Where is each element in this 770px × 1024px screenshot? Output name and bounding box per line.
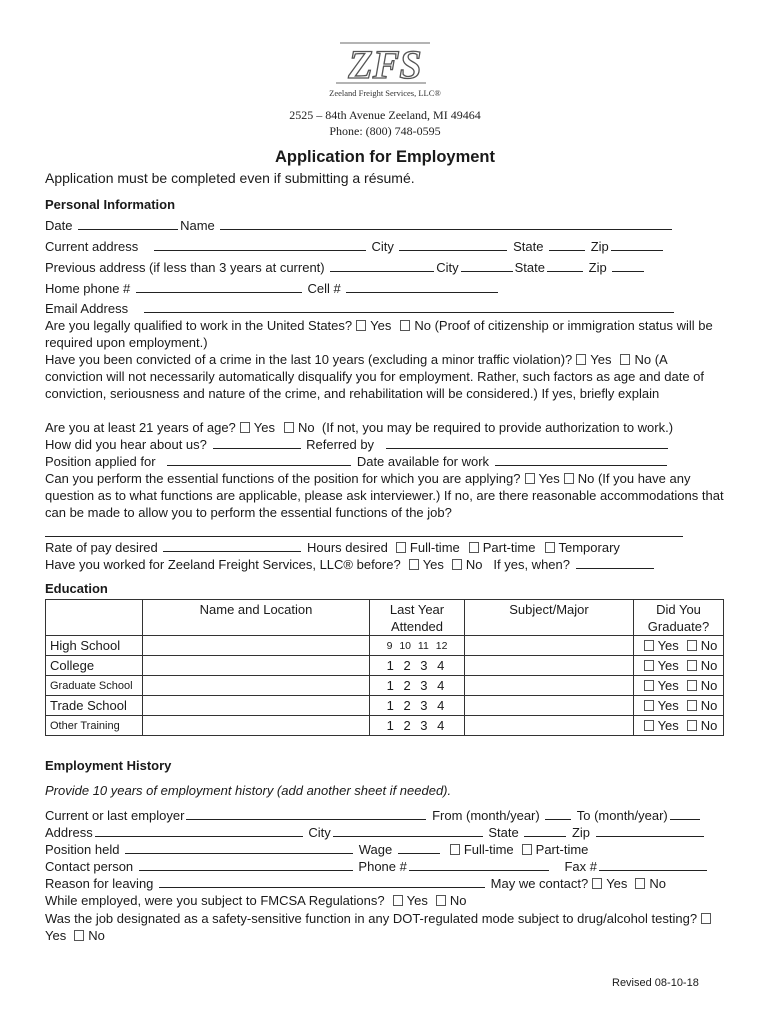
- education-table: [45, 599, 724, 736]
- graduate-cell: Yes No: [634, 716, 724, 736]
- zfs-logo-icon: [300, 38, 470, 88]
- table-row: [46, 676, 724, 696]
- contact-field[interactable]: [139, 858, 353, 871]
- worked-when-field[interactable]: [576, 556, 654, 569]
- age-no-checkbox[interactable]: [284, 422, 294, 433]
- graduate-yes-checkbox[interactable]: [644, 700, 654, 711]
- age-yes-checkbox[interactable]: [240, 422, 250, 433]
- contact-yes-checkbox[interactable]: [592, 878, 602, 889]
- table-row: [46, 716, 724, 736]
- employer-phone-field[interactable]: [409, 858, 549, 871]
- employer-city-field[interactable]: [333, 824, 483, 837]
- graduate-no-checkbox[interactable]: [687, 680, 697, 691]
- position-held-field[interactable]: [125, 841, 353, 854]
- graduate-cell: Yes No: [634, 656, 724, 676]
- graduate-no-checkbox[interactable]: [687, 640, 697, 651]
- name-location-cell[interactable]: [143, 636, 370, 656]
- date-available-field[interactable]: [495, 453, 667, 466]
- crime-yes-checkbox[interactable]: [576, 354, 586, 365]
- rate-field[interactable]: [163, 539, 301, 552]
- employment-note: Provide 10 years of employment history (add another sheet if needed).: [45, 783, 452, 798]
- position-field[interactable]: [167, 453, 351, 466]
- company-name: Zeeland Freight Services, LLC®: [329, 88, 441, 98]
- full-time-checkbox[interactable]: [396, 542, 406, 553]
- contact-row: Contact person Phone # Fax #: [45, 858, 725, 875]
- employer-address-field[interactable]: [95, 824, 303, 837]
- crime-no-checkbox[interactable]: [620, 354, 630, 365]
- company-phone: Phone: (800) 748-0595: [329, 124, 441, 138]
- employer-row: Current or last employer From (month/year) To (month/year): [45, 807, 725, 824]
- column-header: Did You Graduate?: [634, 600, 724, 636]
- home-phone-field[interactable]: [136, 280, 302, 293]
- graduate-cell: Yes No: [634, 696, 724, 716]
- subject-cell[interactable]: [465, 716, 634, 736]
- subject-cell[interactable]: [465, 676, 634, 696]
- hear-field[interactable]: [213, 436, 301, 449]
- emp-part-time-checkbox[interactable]: [522, 844, 532, 855]
- reason-field[interactable]: [159, 875, 485, 888]
- fmcsa-no-checkbox[interactable]: [436, 895, 446, 906]
- graduate-cell: Yes No: [634, 676, 724, 696]
- company-logo: [300, 38, 470, 98]
- name-location-cell[interactable]: [143, 676, 370, 696]
- column-header: [46, 600, 143, 636]
- fmcsa-yes-checkbox[interactable]: [393, 895, 403, 906]
- employment-heading: Employment History: [45, 758, 172, 773]
- table-row: [46, 636, 724, 656]
- worked-yes-checkbox[interactable]: [409, 559, 419, 570]
- previous-zip-field[interactable]: [612, 259, 644, 272]
- fmcsa-row: While employed, were you subject to FMCSA Regulations? Yes No: [45, 893, 467, 908]
- page-title: Application for Employment: [274, 148, 495, 166]
- school-label: Other Training: [46, 716, 143, 736]
- column-header: Last Year Attended: [370, 600, 465, 636]
- email-row: Email Address: [45, 300, 725, 317]
- current-state-field[interactable]: [549, 238, 585, 251]
- reason-row: Reason for leaving May we contact? Yes No: [45, 876, 667, 891]
- subject-cell[interactable]: [465, 636, 634, 656]
- subject-cell[interactable]: [465, 656, 634, 676]
- education-heading: Education: [45, 581, 108, 596]
- date-name-row: Date Name: [45, 217, 725, 234]
- emp-full-time-checkbox[interactable]: [450, 844, 460, 855]
- age-question: Are you at least 21 years of age? Yes No (If not, you may be required to provide authorization to work.): [45, 420, 674, 435]
- previous-address-field[interactable]: [330, 259, 434, 272]
- years-cell[interactable]: 9 10 11 12: [370, 636, 465, 656]
- graduate-no-checkbox[interactable]: [687, 660, 697, 671]
- column-header: Subject/Major: [465, 600, 634, 636]
- years-cell[interactable]: 1 2 3 4: [370, 676, 465, 696]
- previous-city-field[interactable]: [461, 259, 513, 272]
- referred-field[interactable]: [386, 436, 668, 449]
- school-label: Trade School: [46, 696, 143, 716]
- to-field[interactable]: [670, 807, 700, 820]
- svg-text:ZFS: ZFS: [348, 42, 422, 87]
- name-location-cell[interactable]: [143, 716, 370, 736]
- dot-no-checkbox[interactable]: [74, 930, 84, 941]
- employer-address-row: Address City State Zip: [45, 824, 725, 841]
- crime-question: Have you been convicted of a crime in the last 10 years (excluding a minor traffic violation)? Yes No (A conviction will not necessarily automatically disqualify you for employment. Rather, such factors as age and date of conviction, seriousness and nature of the crime, and rehabilitation will be considered.) If yes, briefly explain: [45, 352, 705, 401]
- revision-date: Revised 08-10-18: [612, 977, 699, 989]
- position-row: Position applied for Date available for work: [45, 453, 725, 470]
- name-field[interactable]: [220, 217, 672, 230]
- column-header: Name and Location: [143, 600, 370, 636]
- company-address: 2525 – 84th Avenue Zeeland, MI 49464: [289, 108, 481, 122]
- functions-yes-checkbox[interactable]: [525, 473, 535, 484]
- graduate-no-checkbox[interactable]: [687, 700, 697, 711]
- dot-yes-checkbox[interactable]: [701, 913, 711, 924]
- graduate-no-checkbox[interactable]: [687, 720, 697, 731]
- name-location-cell[interactable]: [143, 656, 370, 676]
- name-location-cell[interactable]: [143, 696, 370, 716]
- position-held-row: Position held Wage Full-time Part-time: [45, 842, 589, 857]
- education-header-row: [46, 600, 724, 636]
- employer-field[interactable]: [186, 807, 426, 820]
- rate-hours-row: Rate of pay desired Hours desired Full-time Part-time Temporary: [45, 540, 620, 555]
- previous-address-row: Previous address (if less than 3 years at current) City State Zip: [45, 259, 725, 276]
- subject-cell[interactable]: [465, 696, 634, 716]
- current-zip-field[interactable]: [611, 238, 663, 251]
- date-field[interactable]: [78, 217, 178, 230]
- dot-question: Was the job designated as a safety-sensitive function in any DOT-regulated mode subject to drug/alcohol testing?Yes No: [45, 910, 725, 944]
- fax-field[interactable]: [599, 858, 707, 871]
- legal-no-checkbox[interactable]: [400, 320, 410, 331]
- current-address-field[interactable]: [154, 238, 366, 251]
- phone-row: Home phone # Cell #: [45, 280, 725, 297]
- wage-field[interactable]: [398, 841, 440, 854]
- temporary-checkbox[interactable]: [545, 542, 555, 553]
- table-row: [46, 696, 724, 716]
- functions-no-checkbox[interactable]: [564, 473, 574, 484]
- current-city-field[interactable]: [399, 238, 507, 251]
- worked-no-checkbox[interactable]: [452, 559, 462, 570]
- years-cell[interactable]: 1 2 3 4: [370, 716, 465, 736]
- graduate-cell: Yes No: [634, 636, 724, 656]
- school-label: College: [46, 656, 143, 676]
- cell-phone-field[interactable]: [346, 280, 498, 293]
- accommodations-field[interactable]: [45, 536, 683, 537]
- contact-no-checkbox[interactable]: [635, 878, 645, 889]
- table-row: [46, 656, 724, 676]
- page-subtitle: Application must be completed even if submitting a résumé.: [45, 170, 415, 186]
- referral-row: How did you hear about us? Referred by: [45, 436, 725, 453]
- legal-question: Are you legally qualified to work in the United States? Yes No (Proof of citizenship or immigration status will be required upon employment.): [45, 318, 713, 350]
- school-label: High School: [46, 636, 143, 656]
- personal-heading: Personal Information: [45, 197, 176, 212]
- school-label: Graduate School: [46, 676, 143, 696]
- graduate-yes-checkbox[interactable]: [644, 640, 654, 651]
- graduate-yes-checkbox[interactable]: [644, 660, 654, 671]
- current-address-row: Current address City State Zip: [45, 238, 725, 255]
- years-cell[interactable]: 1 2 3 4: [370, 696, 465, 716]
- years-cell[interactable]: 1 2 3 4: [370, 656, 465, 676]
- previous-state-field[interactable]: [547, 259, 583, 272]
- part-time-checkbox[interactable]: [469, 542, 479, 553]
- from-field[interactable]: [545, 807, 571, 820]
- email-field[interactable]: [144, 300, 674, 313]
- employer-state-field[interactable]: [524, 824, 566, 837]
- graduate-yes-checkbox[interactable]: [644, 680, 654, 691]
- functions-question: Can you perform the essential functions of the position for which you are applying? Yes No (If you have any question as to what functions are applicable, please ask interviewer.) If no, are there reasonable accommodations that can be made to allow you to perform the essential functions of the job?: [45, 471, 724, 520]
- employer-zip-field[interactable]: [596, 824, 704, 837]
- legal-yes-checkbox[interactable]: [356, 320, 366, 331]
- graduate-yes-checkbox[interactable]: [644, 720, 654, 731]
- worked-before-row: Have you worked for Zeeland Freight Services, LLC® before? Yes No If yes, when?: [45, 556, 725, 573]
